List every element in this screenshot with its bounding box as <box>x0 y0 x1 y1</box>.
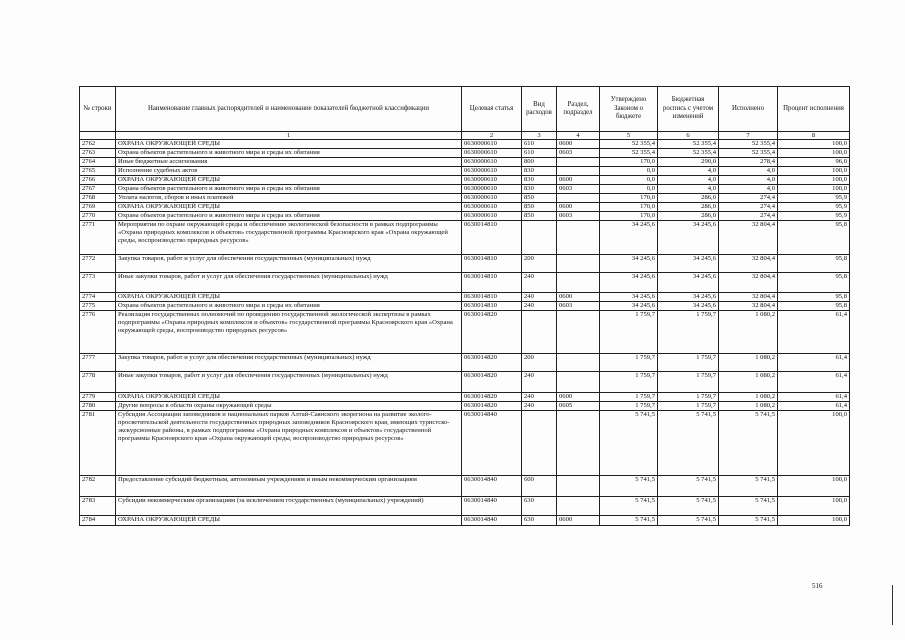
schedule-cell: 52 355,4 <box>658 149 719 158</box>
approved-cell: 0,0 <box>600 176 658 185</box>
name-cell: Мероприятия по охране окружающей среды и обеспечению экологической безопасности в рамках подпрограммы «Охрана природных комплексов и объектов» государственной программы Красноярского края «Охрана окружающей среды, воспроизводство природных ресурсов» <box>116 221 462 255</box>
section-cell: 0600 <box>557 516 600 526</box>
column-number-blank <box>80 132 116 140</box>
row-number-cell: 2766 <box>80 176 116 185</box>
approved-cell: 34 245,6 <box>600 255 658 273</box>
expense-type-cell: 240 <box>522 302 557 311</box>
approved-cell: 170,0 <box>600 203 658 212</box>
percent-cell: 100,0 <box>778 497 850 516</box>
schedule-cell: 34 245,6 <box>658 255 719 273</box>
expense-type-cell: 630 <box>522 497 557 516</box>
target-item-cell: 0630000610 <box>462 149 522 158</box>
table-row <box>80 393 850 402</box>
schedule-cell: 4,0 <box>658 176 719 185</box>
expense-type-cell: 240 <box>522 372 557 393</box>
target-item-cell: 0630014810 <box>462 221 522 255</box>
header-schedule: Бюджетная роспись с учетом изменений <box>658 87 719 132</box>
table-row <box>80 149 850 158</box>
target-item-cell: 0630014820 <box>462 311 522 354</box>
page-number: 516 <box>812 582 823 590</box>
row-number-cell: 2776 <box>80 311 116 354</box>
name-cell: Субсидия Ассоциации заповедников и национальных парков Алтай-Саянского экорегиона на развитие эколого- просветительской деятельности государственных природных заповедников Красноярского края, имеющих туристско-экскурсионные районы, в рамках подпрограммы «Охрана природных комплексов и объектов» государственной программы Красноярского края «Охрана окружающей среды, воспроизводство природных ресурсов» <box>116 411 462 476</box>
name-cell: ОХРАНА ОКРУЖАЮЩЕЙ СРЕДЫ <box>116 293 462 302</box>
name-cell: Иные бюджетные ассигнования <box>116 158 462 167</box>
expense-type-cell: 240 <box>522 402 557 411</box>
table-row <box>80 411 850 476</box>
expense-type-cell <box>522 221 557 255</box>
percent-cell: 100,0 <box>778 476 850 497</box>
name-cell: Иные закупки товаров, работ и услуг для обеспечения государственных (муниципальных) нужд <box>116 273 462 293</box>
section-cell: 0600 <box>557 203 600 212</box>
table-row <box>80 140 850 149</box>
percent-cell: 100,0 <box>778 149 850 158</box>
header-section: Раздел, подраздел <box>557 87 600 132</box>
table-row <box>80 158 850 167</box>
schedule-cell: 34 245,6 <box>658 293 719 302</box>
column-number: 4 <box>557 132 600 140</box>
executed-cell: 1 080,2 <box>719 402 778 411</box>
header-executed: Исполнено <box>719 87 778 132</box>
header-percent: Процент исполнения <box>778 87 850 132</box>
row-number-cell: 2780 <box>80 402 116 411</box>
percent-cell: 100,0 <box>778 176 850 185</box>
executed-cell: 274,4 <box>719 194 778 203</box>
approved-cell: 1 759,7 <box>600 354 658 372</box>
row-number-cell: 2779 <box>80 393 116 402</box>
executed-cell: 52 355,4 <box>719 149 778 158</box>
target-item-cell: 0630014810 <box>462 293 522 302</box>
expense-type-cell: 830 <box>522 167 557 176</box>
schedule-cell: 4,0 <box>658 167 719 176</box>
row-number-cell: 2782 <box>80 476 116 497</box>
schedule-cell: 1 759,7 <box>658 354 719 372</box>
target-item-cell: 0630014810 <box>462 302 522 311</box>
section-cell <box>557 311 600 354</box>
name-cell: Иные закупки товаров, работ и услуг для обеспечения государственных (муниципальных) нужд <box>116 372 462 393</box>
section-cell <box>557 273 600 293</box>
column-number: 3 <box>522 132 557 140</box>
column-number: 1 <box>116 132 462 140</box>
table-header-row <box>80 87 850 132</box>
budget-table <box>79 86 850 526</box>
table-row <box>80 185 850 194</box>
percent-cell: 95,9 <box>778 212 850 221</box>
schedule-cell: 34 245,6 <box>658 302 719 311</box>
table-row <box>80 212 850 221</box>
expense-type-cell: 600 <box>522 476 557 497</box>
name-cell: Другие вопросы в области охраны окружающей среды <box>116 402 462 411</box>
approved-cell: 34 245,6 <box>600 302 658 311</box>
section-cell <box>557 158 600 167</box>
schedule-cell: 1 759,7 <box>658 311 719 354</box>
row-number-cell: 2778 <box>80 372 116 393</box>
table-row <box>80 176 850 185</box>
table-row <box>80 221 850 255</box>
section-cell <box>557 167 600 176</box>
table-row <box>80 354 850 372</box>
expense-type-cell <box>522 311 557 354</box>
column-number: 5 <box>600 132 658 140</box>
executed-cell: 32 804,4 <box>719 293 778 302</box>
row-number-cell: 2781 <box>80 411 116 476</box>
percent-cell: 61,4 <box>778 372 850 393</box>
row-number-cell: 2777 <box>80 354 116 372</box>
expense-type-cell <box>522 411 557 476</box>
table-row <box>80 273 850 293</box>
executed-cell: 5 741,5 <box>719 516 778 526</box>
schedule-cell: 290,0 <box>658 158 719 167</box>
executed-cell: 32 804,4 <box>719 255 778 273</box>
executed-cell: 4,0 <box>719 167 778 176</box>
target-item-cell: 0630000610 <box>462 176 522 185</box>
approved-cell: 34 245,6 <box>600 273 658 293</box>
expense-type-cell: 850 <box>522 203 557 212</box>
approved-cell: 170,0 <box>600 212 658 221</box>
executed-cell: 1 080,2 <box>719 393 778 402</box>
executed-cell: 274,4 <box>719 212 778 221</box>
expense-type-cell: 800 <box>522 158 557 167</box>
approved-cell: 1 759,7 <box>600 372 658 393</box>
name-cell: Охрана объектов растительного и животного мира и среды их обитания <box>116 212 462 221</box>
table-row <box>80 302 850 311</box>
name-cell: Закупка товаров, работ и услуг для обеспечения государственных (муниципальных) нужд <box>116 354 462 372</box>
approved-cell: 1 759,7 <box>600 311 658 354</box>
schedule-cell: 34 245,6 <box>658 273 719 293</box>
executed-cell: 1 080,2 <box>719 372 778 393</box>
row-number-cell: 2769 <box>80 203 116 212</box>
expense-type-cell: 240 <box>522 393 557 402</box>
executed-cell: 32 804,4 <box>719 273 778 293</box>
table-row <box>80 255 850 273</box>
schedule-cell: 34 245,6 <box>658 221 719 255</box>
row-number-cell: 2767 <box>80 185 116 194</box>
header-target-item: Целевая статья <box>462 87 522 132</box>
section-cell: 0600 <box>557 176 600 185</box>
target-item-cell: 0630000610 <box>462 140 522 149</box>
row-number-cell: 2773 <box>80 273 116 293</box>
section-cell: 0603 <box>557 212 600 221</box>
expense-type-cell: 630 <box>522 516 557 526</box>
section-cell <box>557 221 600 255</box>
approved-cell: 34 245,6 <box>600 293 658 302</box>
table-row <box>80 402 850 411</box>
percent-cell: 95,8 <box>778 273 850 293</box>
row-number-cell: 2764 <box>80 158 116 167</box>
header-row-number: № строки <box>80 87 116 132</box>
name-cell: ОХРАНА ОКРУЖАЮЩЕЙ СРЕДЫ <box>116 516 462 526</box>
approved-cell: 52 355,4 <box>600 140 658 149</box>
row-number-cell: 2763 <box>80 149 116 158</box>
table-row <box>80 167 850 176</box>
approved-cell: 170,0 <box>600 194 658 203</box>
header-expense-type: Вид расходов <box>522 87 557 132</box>
schedule-cell: 5 741,5 <box>658 497 719 516</box>
approved-cell: 0,0 <box>600 167 658 176</box>
name-cell: Исполнение судебных актов <box>116 167 462 176</box>
schedule-cell: 286,0 <box>658 212 719 221</box>
name-cell: Реализация государственных полномочий по проведению государственной экологической экспертизы в рамках подпрограммы «Охрана природных комплексов и объектов» государственной программы Красноярского края «Охрана окружающей среды, воспроизводство природных ресурсов» <box>116 311 462 354</box>
expense-type-cell: 830 <box>522 176 557 185</box>
target-item-cell: 0630000610 <box>462 158 522 167</box>
row-number-cell: 2762 <box>80 140 116 149</box>
target-item-cell: 0630000610 <box>462 194 522 203</box>
executed-cell: 32 804,4 <box>719 221 778 255</box>
name-cell: Охрана объектов растительного и животного мира и среды их обитания <box>116 302 462 311</box>
name-cell: ОХРАНА ОКРУЖАЮЩЕЙ СРЕДЫ <box>116 393 462 402</box>
executed-cell: 5 741,5 <box>719 497 778 516</box>
section-cell <box>557 497 600 516</box>
percent-cell: 100,0 <box>778 140 850 149</box>
target-item-cell: 0630000610 <box>462 212 522 221</box>
section-cell <box>557 354 600 372</box>
expense-type-cell: 200 <box>522 255 557 273</box>
target-item-cell: 0630000610 <box>462 185 522 194</box>
executed-cell: 5 741,5 <box>719 476 778 497</box>
schedule-cell: 286,0 <box>658 194 719 203</box>
expense-type-cell: 610 <box>522 149 557 158</box>
expense-type-cell: 850 <box>522 212 557 221</box>
section-cell: 0600 <box>557 140 600 149</box>
section-cell: 0605 <box>557 402 600 411</box>
name-cell: Закупка товаров, работ и услуг для обеспечения государственных (муниципальных) нужд <box>116 255 462 273</box>
section-cell <box>557 411 600 476</box>
executed-cell: 32 804,4 <box>719 302 778 311</box>
column-number: 6 <box>658 132 719 140</box>
name-cell: ОХРАНА ОКРУЖАЮЩЕЙ СРЕДЫ <box>116 176 462 185</box>
schedule-cell: 4,0 <box>658 185 719 194</box>
percent-cell: 96,0 <box>778 158 850 167</box>
executed-cell: 4,0 <box>719 185 778 194</box>
percent-cell: 95,9 <box>778 203 850 212</box>
expense-type-cell: 240 <box>522 293 557 302</box>
approved-cell: 1 759,7 <box>600 393 658 402</box>
table-row <box>80 497 850 516</box>
section-cell <box>557 194 600 203</box>
table-row <box>80 311 850 354</box>
target-item-cell: 0630014840 <box>462 476 522 497</box>
margin-line <box>892 585 893 625</box>
executed-cell: 1 080,2 <box>719 311 778 354</box>
schedule-cell: 5 741,5 <box>658 411 719 476</box>
name-cell: Субсидии некоммерческим организациям (за исключением государственных (муниципальных) учреждений) <box>116 497 462 516</box>
target-item-cell: 0630014840 <box>462 516 522 526</box>
expense-type-cell: 240 <box>522 273 557 293</box>
percent-cell: 100,0 <box>778 167 850 176</box>
table-row <box>80 516 850 526</box>
approved-cell: 34 245,6 <box>600 221 658 255</box>
percent-cell: 61,4 <box>778 311 850 354</box>
target-item-cell: 0630014840 <box>462 497 522 516</box>
percent-cell: 100,0 <box>778 185 850 194</box>
section-cell <box>557 255 600 273</box>
approved-cell: 5 741,5 <box>600 476 658 497</box>
row-number-cell: 2783 <box>80 497 116 516</box>
column-number-row <box>80 132 850 140</box>
name-cell: Охрана объектов растительного и животного мира и среды их обитания <box>116 149 462 158</box>
target-item-cell: 0630000610 <box>462 203 522 212</box>
percent-cell: 61,4 <box>778 402 850 411</box>
target-item-cell: 0630014840 <box>462 411 522 476</box>
row-number-cell: 2768 <box>80 194 116 203</box>
row-number-cell: 2775 <box>80 302 116 311</box>
schedule-cell: 1 759,7 <box>658 402 719 411</box>
table-row <box>80 293 850 302</box>
header-approved: Утверждено Законом о бюджете <box>600 87 658 132</box>
column-number: 7 <box>719 132 778 140</box>
approved-cell: 52 355,4 <box>600 149 658 158</box>
target-item-cell: 0630014810 <box>462 255 522 273</box>
expense-type-cell: 830 <box>522 185 557 194</box>
percent-cell: 95,8 <box>778 221 850 255</box>
section-cell <box>557 372 600 393</box>
executed-cell: 52 355,4 <box>719 140 778 149</box>
table-row <box>80 203 850 212</box>
name-cell: ОХРАНА ОКРУЖАЮЩЕЙ СРЕДЫ <box>116 140 462 149</box>
executed-cell: 4,0 <box>719 176 778 185</box>
row-number-cell: 2784 <box>80 516 116 526</box>
approved-cell: 170,0 <box>600 158 658 167</box>
row-number-cell: 2765 <box>80 167 116 176</box>
percent-cell: 61,4 <box>778 393 850 402</box>
section-cell: 0603 <box>557 302 600 311</box>
percent-cell: 95,8 <box>778 302 850 311</box>
name-cell: Уплата налогов, сборов и иных платежей <box>116 194 462 203</box>
approved-cell: 5 741,5 <box>600 497 658 516</box>
row-number-cell: 2772 <box>80 255 116 273</box>
section-cell: 0600 <box>557 293 600 302</box>
executed-cell: 5 741,5 <box>719 411 778 476</box>
executed-cell: 278,4 <box>719 158 778 167</box>
column-number: 8 <box>778 132 850 140</box>
row-number-cell: 2770 <box>80 212 116 221</box>
expense-type-cell: 200 <box>522 354 557 372</box>
name-cell: Предоставление субсидий бюджетным, автономным учреждениям и иным некоммерческим организациям <box>116 476 462 497</box>
target-item-cell: 0630014820 <box>462 354 522 372</box>
schedule-cell: 52 355,4 <box>658 140 719 149</box>
table-row <box>80 372 850 393</box>
percent-cell: 100,0 <box>778 411 850 476</box>
row-number-cell: 2774 <box>80 293 116 302</box>
section-cell: 0600 <box>557 393 600 402</box>
approved-cell: 0,0 <box>600 185 658 194</box>
percent-cell: 95,8 <box>778 293 850 302</box>
section-cell <box>557 476 600 497</box>
target-item-cell: 0630014820 <box>462 393 522 402</box>
executed-cell: 274,4 <box>719 203 778 212</box>
approved-cell: 5 741,5 <box>600 516 658 526</box>
approved-cell: 1 759,7 <box>600 402 658 411</box>
target-item-cell: 0630014820 <box>462 402 522 411</box>
table-row <box>80 194 850 203</box>
percent-cell: 61,4 <box>778 354 850 372</box>
expense-type-cell: 610 <box>522 140 557 149</box>
target-item-cell: 0630014810 <box>462 273 522 293</box>
executed-cell: 1 080,2 <box>719 354 778 372</box>
name-cell: ОХРАНА ОКРУЖАЮЩЕЙ СРЕДЫ <box>116 203 462 212</box>
expense-type-cell: 850 <box>522 194 557 203</box>
schedule-cell: 286,0 <box>658 203 719 212</box>
name-cell: Охрана объектов растительного и животного мира и среды их обитания <box>116 185 462 194</box>
approved-cell: 5 741,5 <box>600 411 658 476</box>
section-cell: 0603 <box>557 149 600 158</box>
percent-cell: 100,0 <box>778 516 850 526</box>
column-number: 2 <box>462 132 522 140</box>
target-item-cell: 0630000610 <box>462 167 522 176</box>
schedule-cell: 1 759,7 <box>658 393 719 402</box>
table-row <box>80 476 850 497</box>
percent-cell: 95,8 <box>778 255 850 273</box>
schedule-cell: 5 741,5 <box>658 476 719 497</box>
section-cell: 0603 <box>557 185 600 194</box>
header-name: Наименование главных распорядителей и наименование показателей бюджетной классификации <box>116 87 462 132</box>
percent-cell: 95,9 <box>778 194 850 203</box>
row-number-cell: 2771 <box>80 221 116 255</box>
target-item-cell: 0630014820 <box>462 372 522 393</box>
schedule-cell: 5 741,5 <box>658 516 719 526</box>
schedule-cell: 1 759,7 <box>658 372 719 393</box>
